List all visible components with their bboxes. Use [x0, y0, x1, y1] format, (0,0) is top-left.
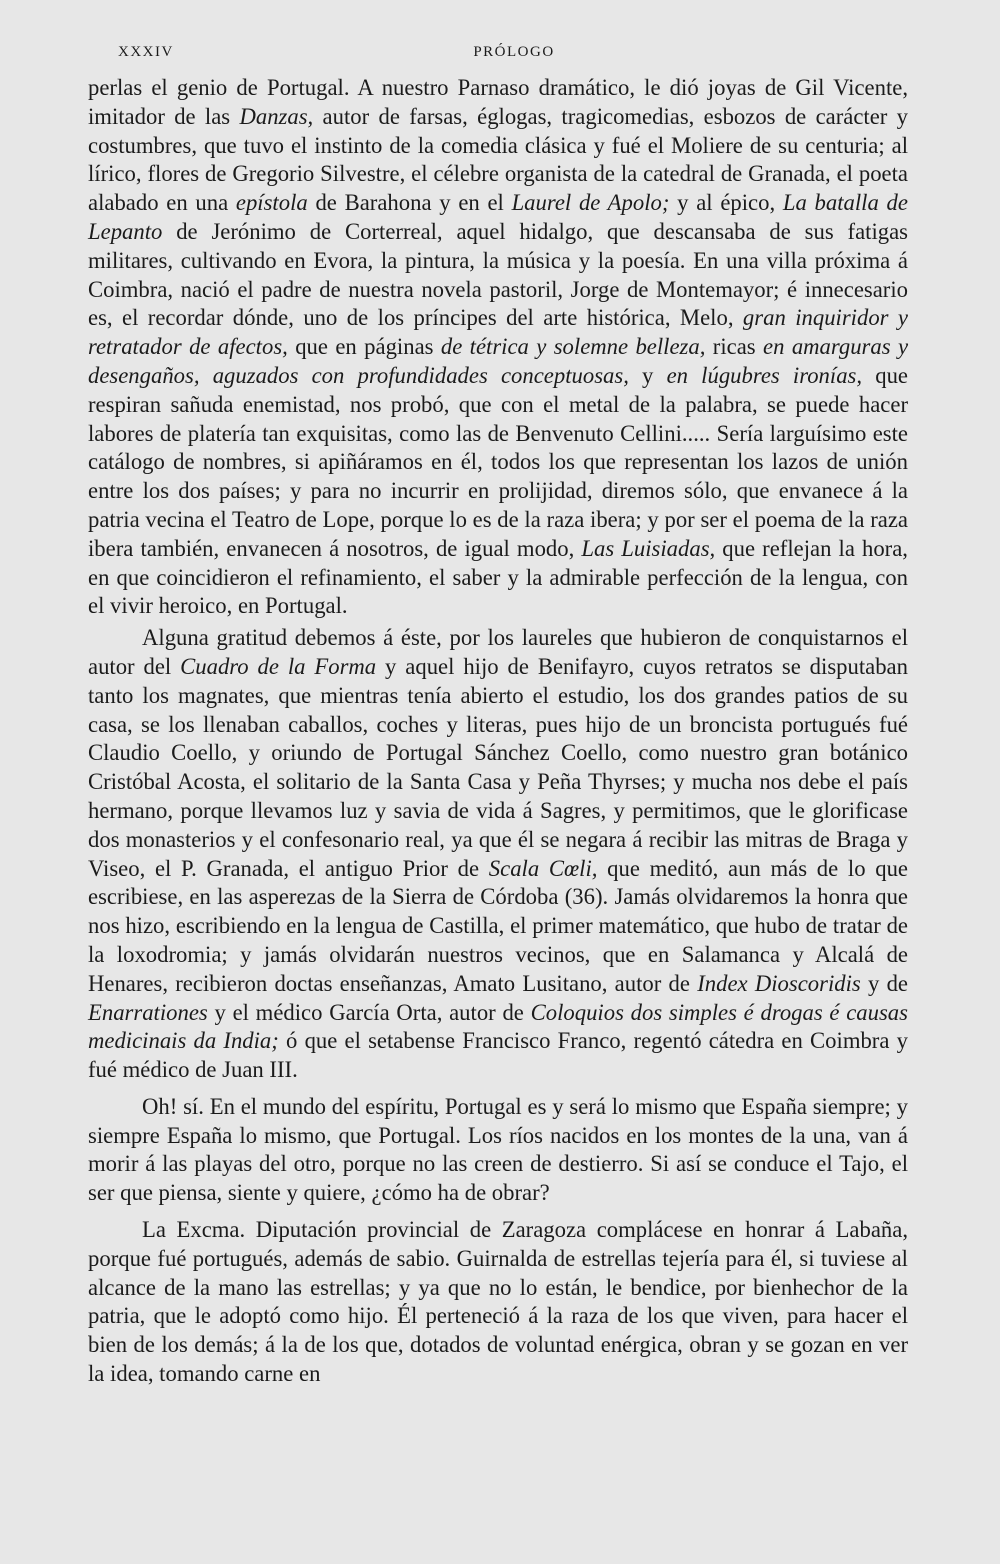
text-run: Alguna gratitud debemos á éste, por los laureles que hubieron de conquistarnos el autor del	[88, 625, 908, 679]
italic-text: Enarrationes	[88, 999, 208, 1025]
italic-text: Index Dioscoridis	[697, 970, 861, 996]
italic-text: Cuadro de la Forma	[180, 653, 377, 679]
italic-text: en lúgubres ironías,	[666, 362, 863, 388]
running-title: PRÓLOGO	[473, 44, 555, 60]
text-run: y al épico,	[669, 190, 783, 216]
italic-text: Danzas,	[239, 103, 314, 129]
text-run: y el médico García Orta, autor de	[207, 999, 531, 1025]
italic-text: Las Luisiadas,	[581, 535, 716, 561]
text-run: Oh! sí. En el mundo del espíritu, Portugal es y será lo mismo que España siempre; y siempre España lo mismo, que Portugal. Los ríos nacidos en los montes de la una, van á morir á las playas del otro, porque no las creen de destierro. Si así se conduce el Tajo, el ser que piensa, siente y quiere, ¿cómo ha de obrar?	[88, 1093, 908, 1206]
italic-text: epístola	[235, 190, 308, 216]
text-run: perlas el genio de Portugal. A nuestro Parnaso dramático, le dió joyas de Gil Vicente, imitador de las	[88, 75, 908, 129]
paragraph-1	[88, 74, 908, 621]
italic-text: La batalla de Lepanto	[88, 190, 908, 244]
body-text	[88, 74, 908, 1389]
text-run: y	[628, 362, 667, 388]
text-run: La Excma. Diputación provincial de Zaragoza complácese en honrar á Labaña, porque fué portugués, además de sabio. Guirnalda de estrellas tejería para él, si tuviese al alcance de la mano las estrellas; y ya que no lo están, le bendice, por bienhechor de la patria, que le adoptó como hijo. Él perteneció á la raza de los que viven, para hacer el bien de los demás; á la de los que, dotados de voluntad enérgica, obran y se gozan en ver la idea, tomando carne en	[88, 1217, 908, 1387]
text-run: que meditó, aun más de lo que escribiese, en las asperezas de la Sierra de Córdoba (36). Jamás olvidaremos la honra que nos hizo, escribiendo en la lengua de Castilla, el primer matemático, que hubo de tratar de la loxodromia; y jamás olvidarán nuestros vecinos, que en Salamanca y Alcalá de Henares, recibieron doctas enseñanzas, Amato Lusitano, autor de	[88, 855, 909, 996]
italic-text: en amarguras y desengaños, aguzados con profundidades conceptuosas,	[88, 334, 909, 388]
text-run: de Barahona y en el	[307, 190, 512, 216]
paragraph-2	[88, 624, 908, 1085]
italic-text: Laurel de Apolo;	[511, 190, 670, 216]
page-header	[118, 44, 910, 68]
italic-text: de tétrica y solemne belleza,	[440, 334, 706, 360]
text-run: que reflejan la hora, en que coincidieron el refinamiento, el saber y la admirable perfección de la lengua, con el vivir heroico, en Portugal.	[88, 535, 908, 619]
italic-text: Scala Cœli,	[488, 855, 598, 881]
text-run: que respiran sañuda enemistad, nos probó, que con el metal de la palabra, se puede hacer labores de platería tan exquisitas, como las de Benvenuto Cellini..... Sería larguísimo este catálogo de nombres, si apiñáramos en él, todos los que representan los lazos de unión entre los dos países; y para no incurrir en prolijidad, diremos sólo, que envanece á la patria vecina el Teatro de Lope, porque lo es de la raza ibera; y por ser el poema de la raza ibera también, envanecen á nosotros, de igual modo,	[88, 362, 908, 561]
italic-text: gran inquiridor y retratador de afectos,	[88, 305, 908, 360]
text-run: que en páginas	[287, 334, 441, 360]
italic-text: Coloquios dos simples é drogas é causas medicinais da India;	[88, 999, 908, 1054]
paragraph-3	[88, 1093, 908, 1208]
text-run: y de	[860, 970, 908, 996]
text-run: ricas	[705, 334, 764, 360]
text-run: y aquel hijo de Benifayro, cuyos retratos se disputaban tanto los magnates, que mientras tenía abierto el estudio, los dos grandes patios de su casa, se los llenaban caballos, coches y literas, pues hijo de un broncista portugués fué Claudio Coello, y oriundo de Portugal Sánchez Coello, como nuestro gran botánico Cristóbal Acosta, el solitario de la Santa Casa y Peña Thyrses; y mucha nos debe el país hermano, porque llevamos luz y savia de vida á Sagres, y permitimos, que le glorificase dos monasterios y el confesonario real, ya que él se negara á recibir las mitras de Braga y Viseo, el P. Granada, el antiguo Prior de	[88, 653, 908, 881]
page-number: XXXIV	[118, 44, 174, 60]
text-run: ó que el setabense Francisco Franco, regentó cátedra en Coimbra y fué médico de Juan III.	[88, 1028, 908, 1083]
text-run: autor de farsas, églogas, tragicomedias, esbozos de carácter y costumbres, que tuvo el instinto de la comedia clásica y fué el Moliere de su centuria; al lírico, flores de Gregorio Silvestre, el célebre organista de la catedral de Granada, el poeta alabado en una	[88, 103, 908, 216]
paragraph-4	[88, 1216, 908, 1389]
text-run: de Jerónimo de Corterreal, aquel hidalgo, que descansaba de sus fatigas militares, cultivando en Evora, la pintura, la música y la poesía. En una villa próxima á Coimbra, nació el padre de nuestra novela pastoril, Jorge de Montemayor; é innecesario es, el recordar dónde, uno de los príncipes del arte histórica, Melo,	[88, 218, 908, 331]
